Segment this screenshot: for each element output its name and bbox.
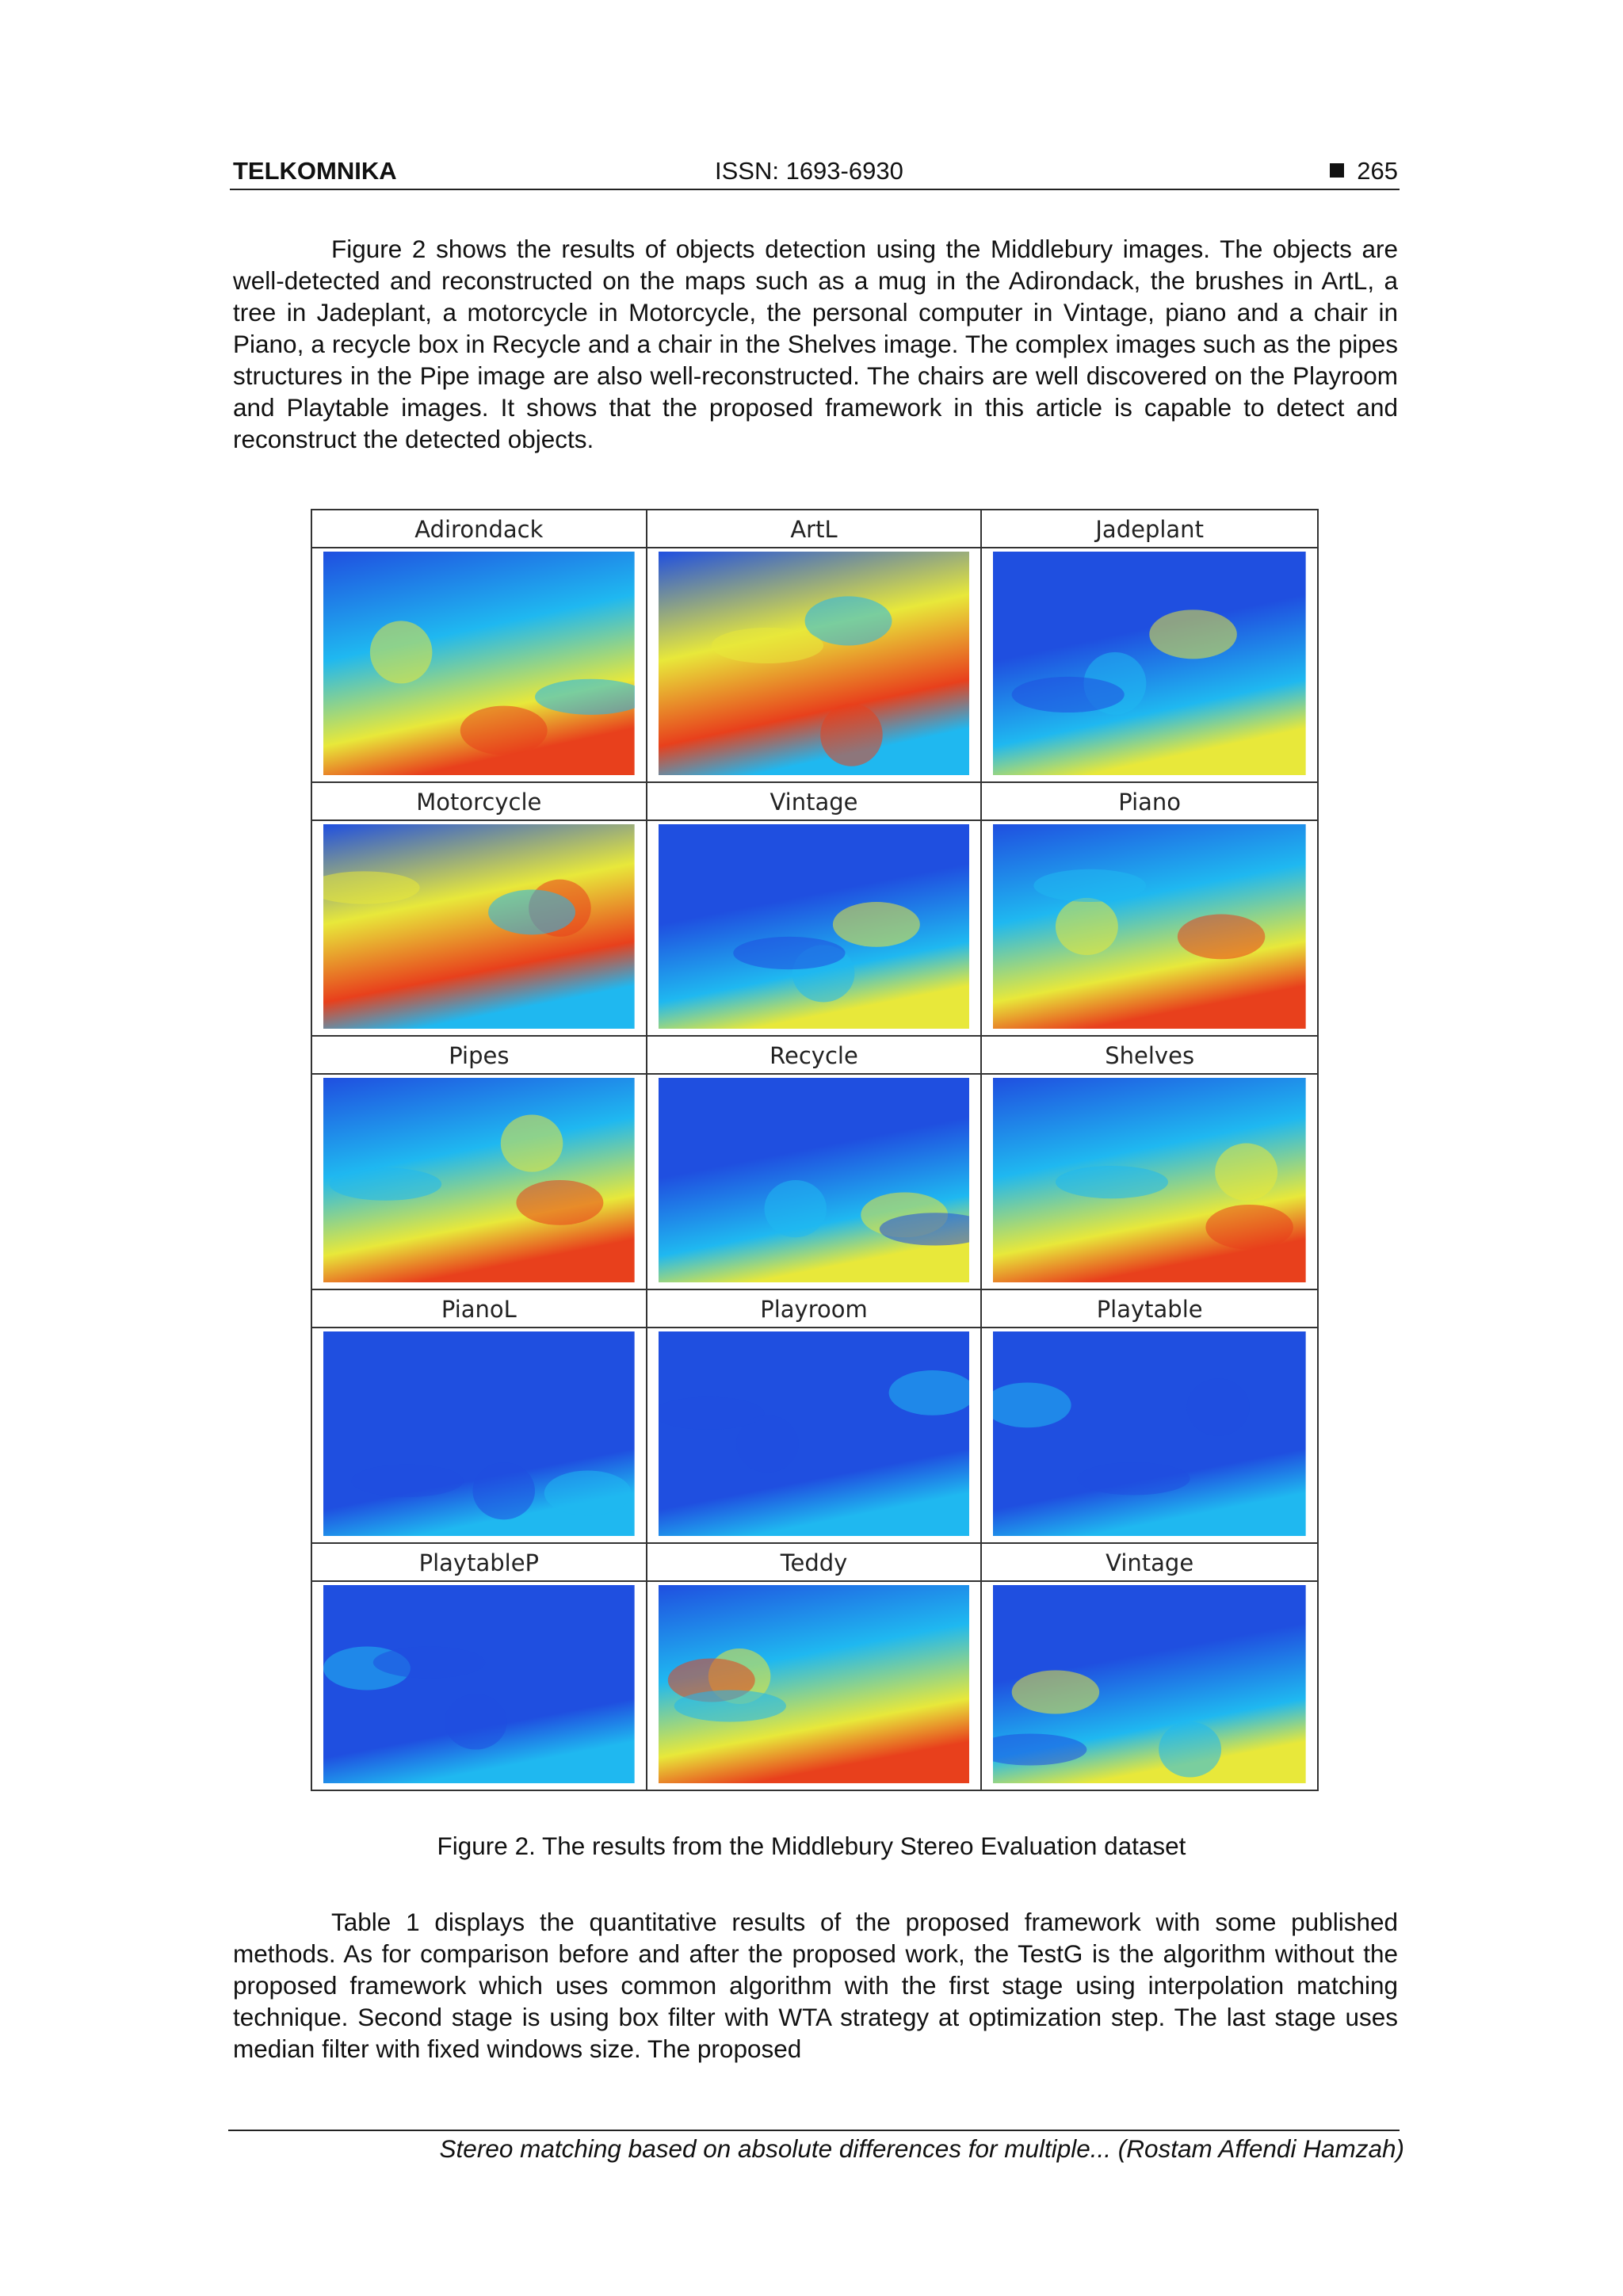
figure-panel [312,510,647,783]
panel-label: PlaytableP [418,1549,540,1576]
page-number [1330,157,1398,185]
disparity-map-image [993,552,1306,775]
panel-divider [982,819,1317,821]
panel-label: PianoL [441,1296,517,1323]
panel-divider [312,547,646,548]
figure-panel [647,510,983,783]
panel-label: ArtL [790,516,838,543]
panel-label: Playtable [1096,1296,1203,1323]
panel-divider [982,1327,1317,1328]
panel-divider [647,819,981,821]
figure-2 [311,509,1319,1791]
figure-panel [982,1037,1317,1290]
body-paragraph-1: Figure 2 shows the results of objects detection using the Middlebury images. The objects are well-detected and reconstructed on the maps such as a mug in the Adirondack, the brushes in ArtL, a tree in Jadeplant, a motorcycle in Motorcycle, the personal computer in Vintage, piano and a chair in Piano, a recycle box in Recycle and a chair in the Shelves image. The complex images such as the pipes structures in the Pipe image are also well-reconstructed. The chairs are well discovered on the Playroom and Playtable images. It shows that the proposed framework in this article is capable to detect and reconstruct the detected objects. [233,235,1398,453]
disparity-map-image [323,1078,635,1282]
panel-divider [647,547,981,548]
disparity-map-image [993,1078,1306,1282]
disparity-map-image [323,1331,635,1536]
disparity-map-image [323,552,635,775]
panel-divider [312,1073,646,1075]
figure-panel [312,1544,647,1790]
figure-panel [647,783,983,1037]
panel-divider [982,1073,1317,1075]
figure-grid [312,510,1317,1790]
panel-label: Jadeplant [1095,516,1204,543]
footer-rule [228,2130,1400,2131]
panel-label: Vintage [769,789,858,816]
figure-panel [982,1544,1317,1790]
panel-label: Playroom [760,1296,868,1323]
panel-label: Vintage [1106,1549,1194,1576]
panel-divider [312,1580,646,1582]
panel-divider [647,1327,981,1328]
panel-divider [312,819,646,821]
page-header [230,157,1400,190]
disparity-map-image [993,1585,1306,1783]
figure-panel [647,1037,983,1290]
page-number-text: 265 [1357,157,1398,185]
figure-panel [982,783,1317,1037]
disparity-map-image [659,824,970,1029]
disparity-map-image [659,1585,970,1783]
panel-label: Adirondack [414,516,544,543]
figure-panel [647,1290,983,1544]
panel-label: Shelves [1105,1042,1195,1069]
disparity-map-image [659,1078,970,1282]
figure-panel [647,1544,983,1790]
panel-divider [312,1327,646,1328]
panel-label: Piano [1118,789,1182,816]
panel-label: Motorcycle [416,789,542,816]
disparity-map-image [993,824,1306,1029]
footer-citation: Stereo matching based on absolute differences for multiple... (Rostam Affendi Hamzah) [439,2134,1404,2163]
figure-panel [982,510,1317,783]
disparity-map-image [659,552,970,775]
issn: ISSN: 1693-6930 [715,157,903,185]
figure-panel [982,1290,1317,1544]
disparity-map-image [993,1331,1306,1536]
panel-label: Pipes [449,1042,510,1069]
figure-caption: Figure 2. The results from the Middlebury Stereo Evaluation dataset [437,1832,1186,1860]
panel-divider [647,1073,981,1075]
panel-divider [982,1580,1317,1582]
panel-divider [647,1580,981,1582]
figure-panel [312,1290,647,1544]
panel-divider [982,547,1317,548]
disparity-map-image [323,1585,635,1783]
figure-panel [312,1037,647,1290]
square-bullet-icon [1330,163,1344,178]
panel-label: Teddy [780,1549,848,1576]
panel-label: Recycle [769,1042,858,1069]
disparity-map-image [659,1331,970,1536]
body-paragraph-2: Table 1 displays the quantitative results of the proposed framework with some published methods. As for comparison before and after the proposed work, the TestG is the algorithm without the proposed framework which uses common algorithm with the first stage using interpolation matching technique. Second stage is using box filter with WTA strategy at optimization step. The last stage uses median filter with fixed windows size. The proposed [233,1908,1398,2063]
disparity-map-image [323,824,635,1029]
figure-panel [312,783,647,1037]
journal-name: TELKOMNIKA [233,157,397,185]
